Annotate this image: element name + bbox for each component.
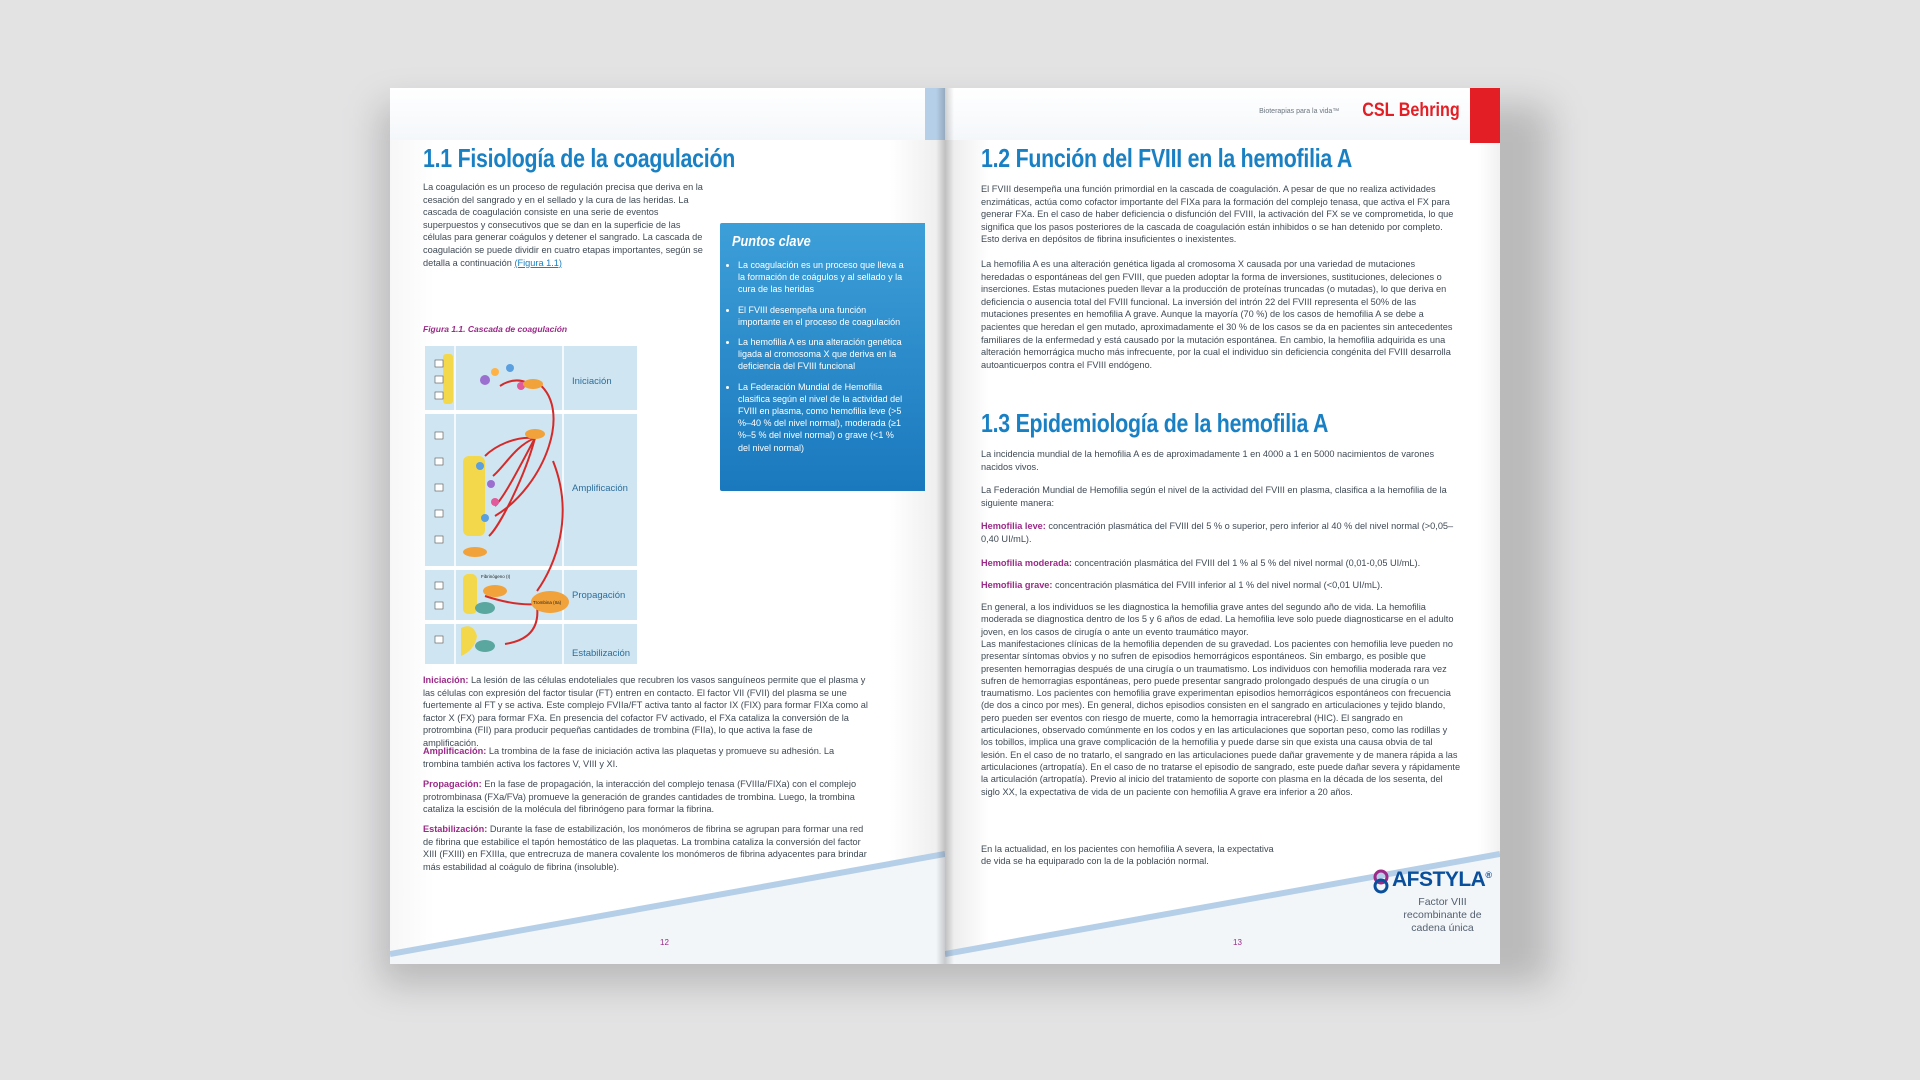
key-points-list bbox=[728, 259, 908, 462]
left-page bbox=[390, 88, 945, 964]
class-leve bbox=[981, 520, 1461, 545]
paragraph-incidence: La incidencia mundial de la hemofilia A es de aproximadamente 1 en 4000 a 1 en 5000 nacimientos de varones nacidos vivos. bbox=[981, 449, 1435, 472]
fibrinogen-label: Fibrinógeno (I) bbox=[481, 574, 511, 579]
figure-caption: Figura 1.1. Cascada de coagulación bbox=[423, 324, 568, 334]
header-tagline: Bioterapias para la vida™ bbox=[1259, 107, 1340, 115]
thrombin-label: Trombina (IIa) bbox=[533, 600, 562, 605]
stage-label-iniciacion: Iniciación bbox=[572, 376, 612, 387]
coagulation-cascade-figure bbox=[425, 346, 637, 664]
key-point: • El FVIII desempeña una función importante en el proceso de coagulación bbox=[738, 304, 908, 328]
paragraph-life-expectancy bbox=[981, 843, 1281, 868]
class-term: Hemofilia moderada: bbox=[981, 558, 1072, 568]
csl-behring-logo: CSL Behring bbox=[1362, 100, 1460, 121]
platelet-shape bbox=[443, 354, 453, 404]
key-point: • La coagulación es un proceso que lleva a la formación de coágulos y al sellado y la cura de las heridas bbox=[738, 259, 908, 296]
stage-text: En la fase de propagación, la interacción del complejo tenasa (FVIIIa/FIXa) con el complejo protrombinasa (FXa/FVa) promueve la generación de grandes cantidades de trombina. Luego, la trombina cataliza la escisión de la molécula del fibrinógeno para formar la fibrina. bbox=[423, 779, 857, 815]
brand-red-tab bbox=[1470, 88, 1500, 143]
class-text: concentración plasmática del FVIII del 1 % al 5 % del nivel normal (0,01-0,05 UI/mL). bbox=[1074, 558, 1421, 568]
stage-label-propagacion: Propagación bbox=[572, 590, 626, 601]
afstyla-subtitle: Factor VIII recombinante de cadena única bbox=[1403, 896, 1482, 934]
csl-header bbox=[1259, 96, 1460, 126]
diagnosis-text: En general, a los individuos se les diagnostica la hemofilia grave antes del segundo año de vida. La hemofilia moderada se diagnostica dentro de los 5 y 6 años de edad. La hemofilia leve solo puede diagnosticarse en el adulto joven, en los casos de cirugía o ante un evento traumático mayor. bbox=[981, 602, 1454, 637]
section-heading-1-2: 1.2 Función del FVIII en la hemofilia A bbox=[981, 143, 1353, 173]
page-number-left: 12 bbox=[660, 938, 669, 947]
left-page-header-band bbox=[390, 88, 945, 140]
stage-term: Amplificación: bbox=[423, 746, 487, 756]
paragraph-manifestations bbox=[981, 638, 1461, 798]
afstyla-wordmark: AFSTYLA® bbox=[1392, 868, 1492, 891]
stage-text: La trombina de la fase de iniciación activa las plaquetas y promueve su adhesión. La trombina también activa los factores V, VIII y XI. bbox=[423, 746, 835, 769]
class-term: Hemofilia grave: bbox=[981, 580, 1053, 590]
afstyla-logo bbox=[1370, 868, 1500, 934]
class-text: concentración plasmática del FVIII inferior al 1 % del nivel normal (<0,01 UI/mL). bbox=[1055, 580, 1383, 590]
key-point: • La hemofilia A es una alteración genética ligada al cromosoma X que deriva en la deficiencia del FVIII funcional bbox=[738, 336, 908, 373]
intro-text: La coagulación es un proceso de regulación precisa que deriva en la cesación del sangrado y en el sellado y la cura de las heridas. La cascada de coagulación consiste en una serie de eventos superpuestos y consecutivos que se dan en la superficie de las células para generar coágulos y detener el sangrado. La cascada de coagulación se puede dividir en cuatro etapas importantes, según se detalla a continuación bbox=[423, 182, 703, 268]
stage-label-amplificacion: Amplificación bbox=[572, 483, 628, 494]
paragraph-hemophilia-genetics: La hemofilia A es una alteración genética ligada al cromosoma X causada por una variedad de mutaciones heredadas o espontáneas del gen FVIII, que pueden adoptar la forma de inversiones, sustituciones, deleciones o inserciones. Estas mutaciones pueden llevar a la producción de proteínas truncadas (o mutadas), lo que deriva en deficiencia o ausencia total del FVIII funcional. La inversión del intrón 22 del FVIII representa el 50% de las mutaciones presentes en hemofilia A grave. Aunque la mayoría (70 %) de los casos de hemofilia A se debe a pacientes que heredan el gen mutado, aproximadamente el 30 % de los casos se da en pacientes sin antecedentes familiares de la enfermedad y está causado por la mutación espontánea. En cambio, la hemofilia adquirida es una alteración hemorrágica mucho más infrecuente, por la cual el individuo sin deficiencia congénita del FVIII desarrolla autoanticuerpos contra el FVIII endógeno. bbox=[981, 259, 1453, 370]
stage-term: Propagación: bbox=[423, 779, 482, 789]
stage-paragraph-estabilizacion bbox=[423, 823, 868, 873]
page-number-right: 13 bbox=[1233, 938, 1242, 947]
key-points-title: Puntos clave bbox=[732, 233, 811, 250]
stage-paragraph-propagacion bbox=[423, 778, 868, 816]
afstyla-mark-icon bbox=[1370, 868, 1392, 894]
section-heading-1-3: 1.3 Epidemiología de la hemofilia A bbox=[981, 408, 1329, 438]
paragraph-fviii-function: El FVIII desempeña una función primordial en la cascada de coagulación. A pesar de que no realiza actividades enzimáticas, actúa como cofactor importante del FIXa para la formación del complejo tenasa, que activa el FX para generar FXa. En el caso de haber deficiencia o disfunción del FVIII, la activación del FX se ve comprometida, lo que significa que los pasos posteriores de la cascada de coagulación están inhibidos o se han detenido por completo. Esto deriva en depósitos de fibrina insuficientes o inexistentes. bbox=[981, 184, 1454, 245]
paragraph-diagnosis bbox=[981, 601, 1461, 638]
stage-text: La lesión de las células endoteliales que recubren los vasos sanguíneos permite que el plasma y las células con expresión del factor tisular (FT) entren en contacto. El factor VII (FVII) del plasma se une fuertemente al FT y se activa. Este complejo FVIIa/FT activa tanto al factor IX (FIX) para formar FIXa como al factor X (FX) para formar FXa. En presencia del cofactor FV activado, el FXa cataliza la conversión de la protrombina (FII) para producir pequeñas cantidades de trombina (FIIa), lo que activa la fase de amplificación. bbox=[423, 675, 868, 748]
section-heading-1-1: 1.1 Fisiología de la coagulación bbox=[423, 143, 736, 173]
key-points-box bbox=[720, 223, 925, 491]
right-page bbox=[945, 88, 1500, 964]
stage-term: Estabilización: bbox=[423, 824, 488, 834]
stage-text: Durante la fase de estabilización, los monómeros de fibrina se agrupan para formar una red de fibrina que estabilice el tapón hemostático de las plaquetas. La trombina cataliza la conversión del factor XIII (FXIII) en FXIIIa, que entrecruza de manera covalente los monómeros de fibrina adyacentes para brindar más estabilidad al coágulo de fibrina (insoluble). bbox=[423, 824, 867, 872]
life-expectancy-text: En la actualidad, en los pacientes con hemofilia A severa, la expectativa de vida se ha equiparado con la de la población normal. bbox=[981, 844, 1274, 867]
class-moderada bbox=[981, 557, 1461, 570]
key-point: • La Federación Mundial de Hemofilia clasifica según el nivel de la actividad del FVIII en plasma, como hemofilia leve (>5 %–40 % del nivel normal), moderada (≥1 %–5 % del nivel normal) o grave (<1 % del nivel normal) bbox=[738, 381, 908, 454]
figure-link[interactable]: (Figura 1.1) bbox=[514, 257, 562, 268]
stage-paragraph-iniciacion bbox=[423, 674, 868, 750]
stage-label-estabilizacion: Estabilización bbox=[572, 648, 631, 659]
class-term: Hemofilia leve: bbox=[981, 521, 1046, 531]
paragraph-classification-intro: La Federación Mundial de Hemofilia según el nivel de la actividad del FVIII en plasma, clasifica a la hemofilia de la siguiente manera: bbox=[981, 485, 1447, 508]
book-spine bbox=[936, 88, 954, 964]
class-grave bbox=[981, 579, 1461, 592]
manifestations-text: Las manifestaciones clínicas de la hemofilia dependen de su gravedad. Los pacientes con hemofilia leve pueden no presentar síntomas obvios y no sufren de episodios hemorrágicos espontáneos. Sin embargo, es posible que presenten hemorragias después de una cirugía o un traumatismo. Los individuos con hemofilia moderada rara vez sufren de hemorragias espontáneas, pero puede presentar sangrado prolongado después de una cirugía o un traumatismo. Los pacientes con hemofilia grave experimentan episodios hemorrágicos espontáneos con frecuencia (de dos a cinco por mes). En general, dichos episodios consisten en el sangrado en articulaciones y tejido blando, pero pueden ser eventos con riesgo de muerte, como la hemorragia intracerebral (HIC). El sangrado en articulaciones, observado comúnmente en los codos y en las articulaciones que soportan peso, como las rodillas y los tobillos, implica una grave complicación de la hemofilia y puede darse sin que exista una causa obvia de tal lesión. En el caso de no tratarlo, el sangrado en las articulaciones puede dañar gravemente y de manera rápida a las articulaciones (artropatía). En el caso de no tratarse el episodio de sangrado, este puede dañar severa y rápidamente la articulación (artropatía). Previo al inicio del tratamiento de soporte con plasma en la década de los sesenta, del siglo XX, la expectativa de vida de un paciente con hemofilia A grave era inferior a 20 años. bbox=[981, 639, 1461, 797]
stage-paragraph-amplificacion bbox=[423, 745, 868, 770]
intro-paragraph bbox=[423, 181, 708, 269]
platelet-shape bbox=[463, 574, 477, 614]
stage-term: Iniciación: bbox=[423, 675, 469, 685]
class-text: concentración plasmática del FVIII del 5 % o superior, pero inferior al 40 % del nivel normal (>0,05–0,40 UI/mL). bbox=[981, 521, 1454, 544]
